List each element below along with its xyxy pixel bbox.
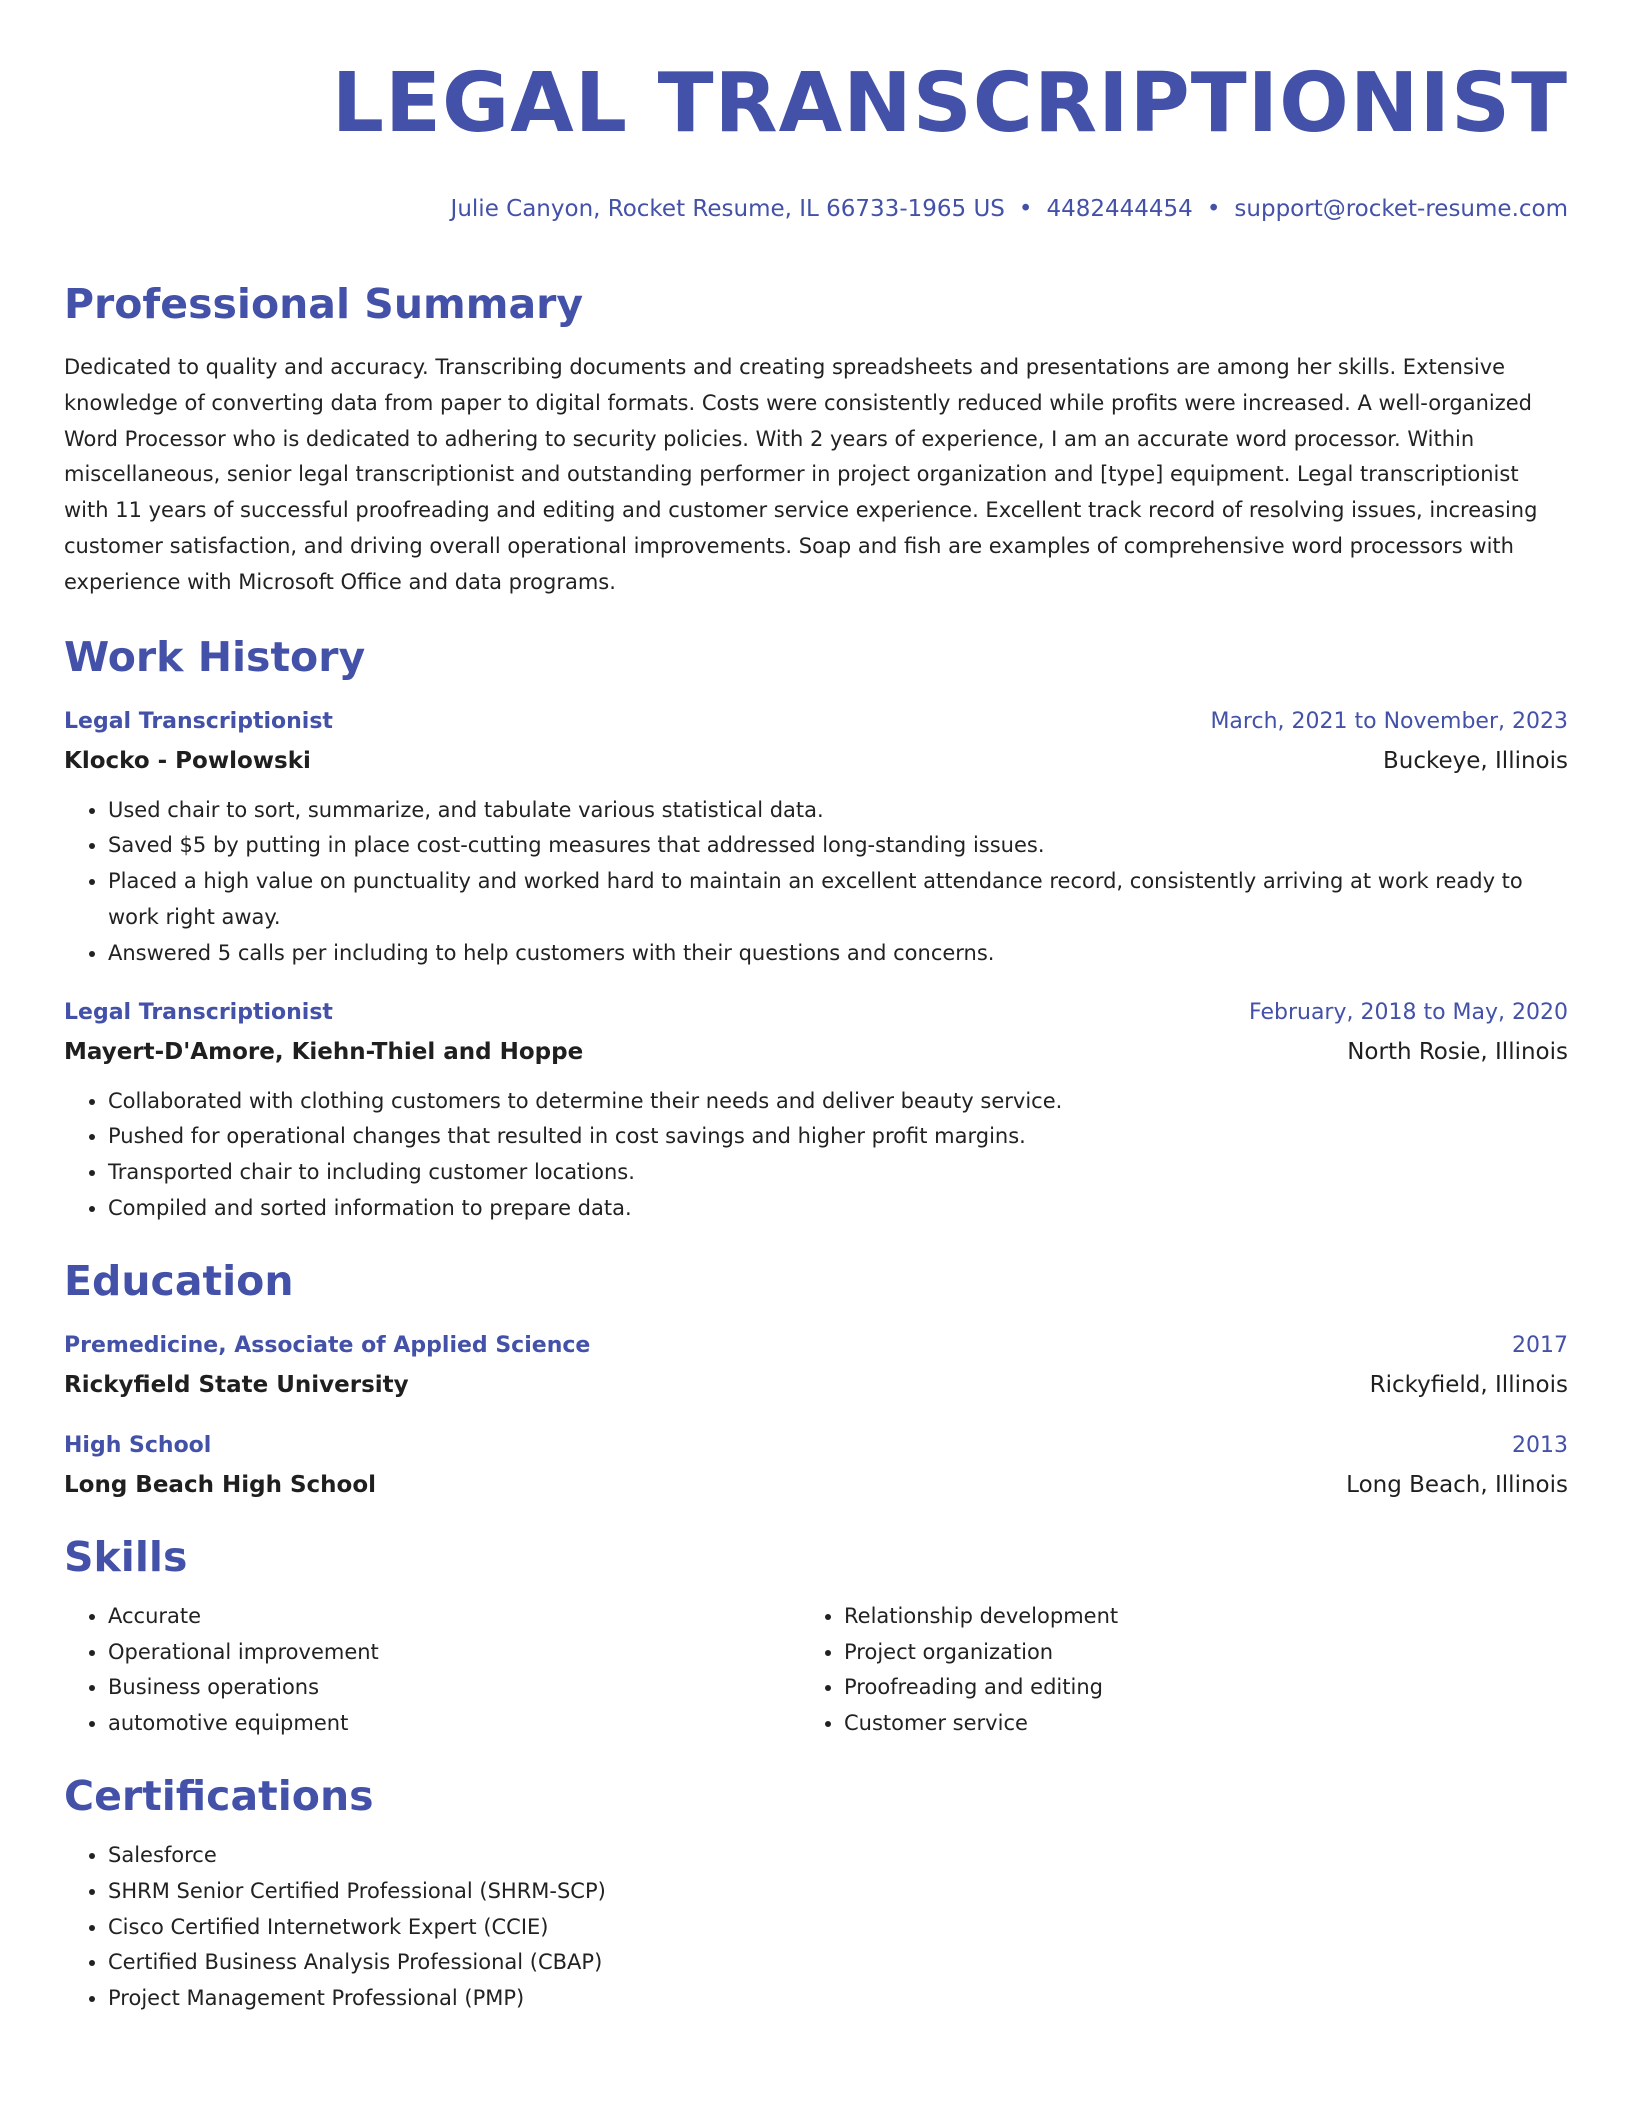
- skills-grid: [64, 1599, 1568, 1742]
- list-item: • Proofreading and editing: [844, 1670, 1536, 1706]
- list-item: • Collaborated with clothing customers to determine their needs and deliver beauty service.: [108, 1084, 1568, 1120]
- education-year: 2013: [1512, 1432, 1568, 1458]
- contact-separator: •: [1206, 196, 1221, 222]
- list-item: • Transported chair to including customer locations.: [108, 1155, 1568, 1191]
- education-entry: [64, 1331, 1568, 1401]
- education-year: 2017: [1512, 1332, 1568, 1358]
- skills-heading: Skills: [64, 1532, 188, 1581]
- list-item: • Customer service: [844, 1706, 1536, 1742]
- list-item: • Used chair to sort, summarize, and tabulate various statistical data.: [108, 793, 1568, 829]
- list-item: • Accurate: [108, 1599, 800, 1635]
- education-school-row: [64, 1469, 1568, 1501]
- education-entry: [64, 1431, 1568, 1501]
- job-dates: February, 2018 to May, 2020: [1249, 999, 1568, 1025]
- job-title: Legal Transcriptionist: [64, 999, 333, 1025]
- job-location: Buckeye, Illinois: [1382, 747, 1568, 774]
- education-school: Long Beach High School: [64, 1471, 377, 1498]
- list-item: • Project Management Professional (PMP): [108, 1981, 1568, 2017]
- contact-email[interactable]: support@rocket-resume.com: [1234, 196, 1568, 222]
- list-item: • Answered 5 calls per including to help customers with their questions and concerns.: [108, 936, 1568, 972]
- job-dates: March, 2021 to November, 2023: [1210, 708, 1568, 734]
- job-company-row: [64, 745, 1568, 777]
- list-item: • Pushed for operational changes that resulted in cost savings and higher profit margins.: [108, 1119, 1568, 1155]
- list-item: • Relationship development: [844, 1599, 1536, 1635]
- list-item: • Certified Business Analysis Professional (CBAP): [108, 1945, 1568, 1981]
- certifications-list: [64, 1838, 1568, 2017]
- contact-line: [64, 194, 1568, 224]
- job-location: North Rosie, Illinois: [1347, 1038, 1568, 1065]
- list-item: • Business operations: [108, 1670, 800, 1706]
- job-entry: [64, 707, 1568, 972]
- certifications-heading: Certifications: [64, 1771, 374, 1820]
- job-company: Mayert-D'Amore, Kiehn-Thiel and Hoppe: [64, 1038, 584, 1065]
- job-header-row: [64, 707, 1568, 737]
- education-location: Rickyfield, Illinois: [1369, 1371, 1568, 1398]
- job-bullets: [64, 1084, 1568, 1227]
- summary-heading: Professional Summary: [64, 280, 584, 328]
- summary-text: Dedicated to quality and accuracy. Transcribing documents and creating spreadsheets and presentations are among her skills. Extensive knowledge of converting data from paper to digital formats. Costs were consistently reduced while profits were increased. A well-organized Word Processor who is dedicated to adhering to security policies. With 2 years of experience, I am an accurate word processor. Within miscellaneous, senior legal transcriptionist and outstanding performer in project organization and [type] equipment. Legal transcriptionist with 11 years of successful proofreading and editing and customer service experience. Excellent track record of resolving issues, increasing customer satisfaction, and driving overall operational improvements. Soap and fish are examples of comprehensive word processors with experience with Microsoft Office and data programs.: [64, 355, 1538, 594]
- list-item: • Salesforce: [108, 1838, 1568, 1874]
- education-header-row: [64, 1331, 1568, 1361]
- list-item: • automotive equipment: [108, 1706, 800, 1742]
- contact-address: Julie Canyon, Rocket Resume, IL 66733-1965 US: [450, 196, 1005, 222]
- list-item: • Placed a high value on punctuality and worked hard to maintain an excellent attendance record, consistently arriving at work ready to work right away.: [108, 864, 1568, 936]
- contact-separator: •: [1018, 196, 1033, 222]
- job-company: Klocko - Powlowski: [64, 747, 311, 774]
- work-history-heading: Work History: [64, 632, 366, 681]
- contact-phone: 4482444454: [1046, 196, 1193, 222]
- list-item: • Cisco Certified Internetwork Expert (CCIE): [108, 1910, 1568, 1946]
- education-degree: Premedicine, Associate of Applied Science: [64, 1332, 591, 1358]
- education-heading: Education: [64, 1256, 294, 1305]
- list-item: • SHRM Senior Certified Professional (SHRM-SCP): [108, 1874, 1568, 1910]
- education-header-row: [64, 1431, 1568, 1461]
- list-item: • Saved $5 by putting in place cost-cutting measures that addressed long-standing issues.: [108, 828, 1568, 864]
- list-item: • Project organization: [844, 1635, 1536, 1671]
- job-header-row: [64, 998, 1568, 1028]
- list-item: • Compiled and sorted information to prepare data.: [108, 1191, 1568, 1227]
- education-school: Rickyfield State University: [64, 1371, 409, 1398]
- job-entry: [64, 998, 1568, 1227]
- education-degree: High School: [64, 1432, 212, 1458]
- list-item: • Operational improvement: [108, 1635, 800, 1671]
- education-location: Long Beach, Illinois: [1346, 1471, 1568, 1498]
- job-bullets: [64, 793, 1568, 972]
- resume-title: LEGAL TRANSCRIPTIONIST: [331, 56, 1568, 151]
- job-company-row: [64, 1036, 1568, 1068]
- skills-right-column: [800, 1599, 1536, 1742]
- job-title: Legal Transcriptionist: [64, 708, 333, 734]
- skills-left-column: [64, 1599, 800, 1742]
- education-school-row: [64, 1369, 1568, 1401]
